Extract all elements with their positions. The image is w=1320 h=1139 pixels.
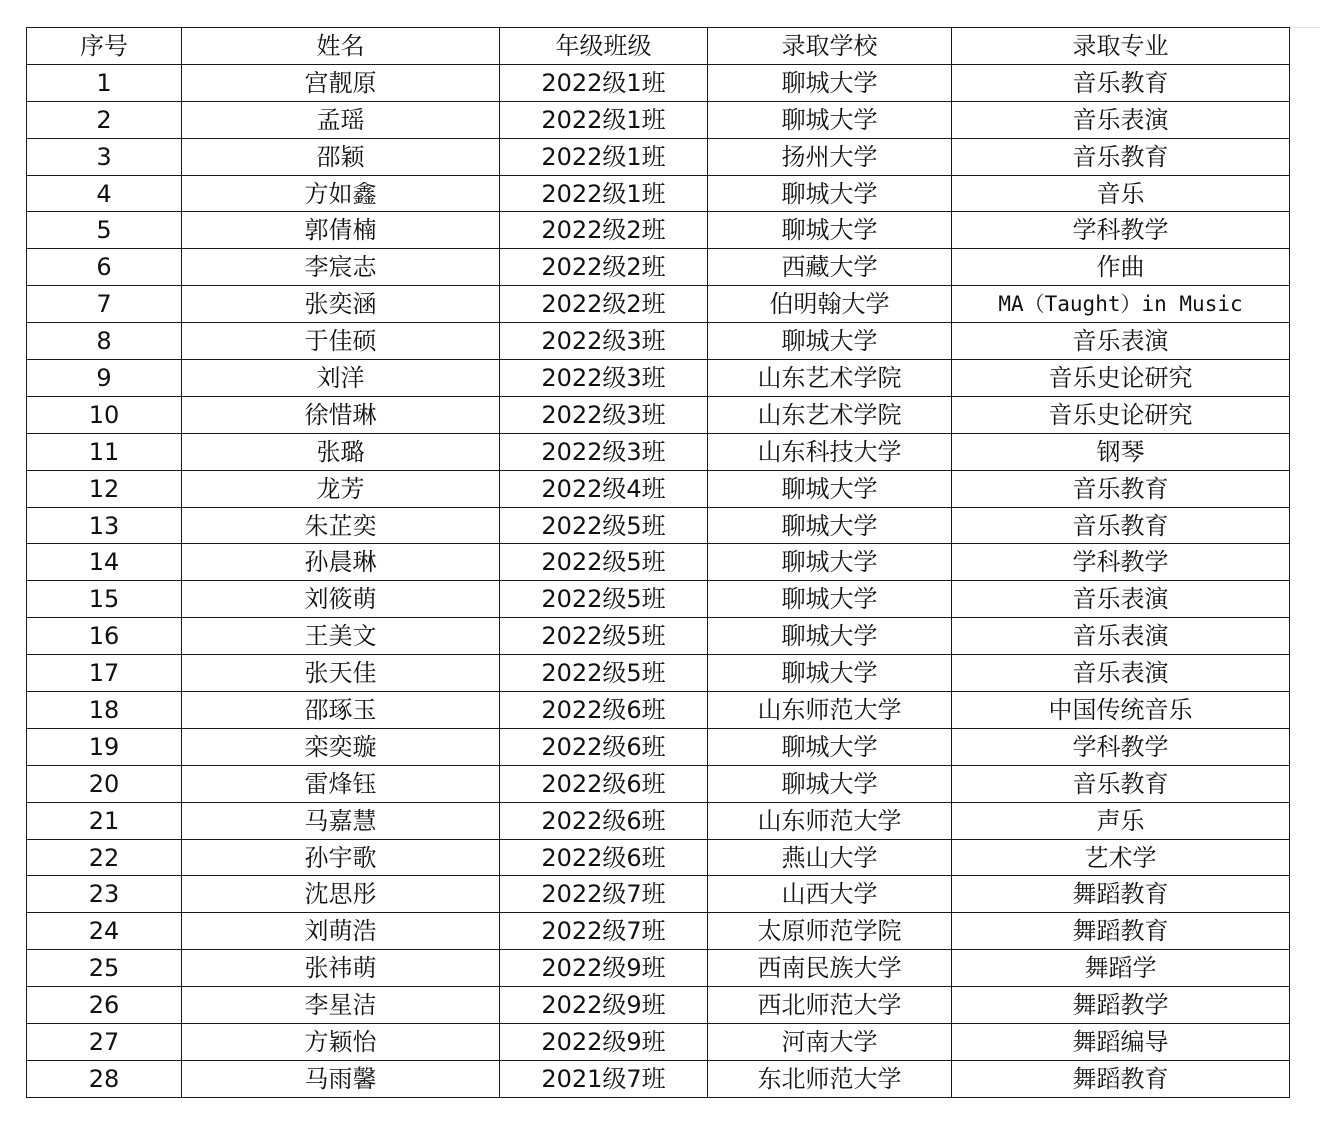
cell-index[interactable]: 20: [27, 765, 182, 802]
cell-index[interactable]: 5: [27, 212, 182, 249]
table-row: [27, 802, 1290, 839]
cell-class[interactable]: 2022级5班: [500, 618, 708, 655]
table-row: [27, 839, 1290, 876]
table-row: [27, 692, 1290, 729]
cell-school[interactable]: 西南民族大学: [708, 950, 952, 987]
table-row: [27, 286, 1290, 323]
cell-class[interactable]: 2022级6班: [500, 765, 708, 802]
cell-index[interactable]: 17: [27, 655, 182, 692]
cell-index[interactable]: 21: [27, 802, 182, 839]
cell-name[interactable]: 刘洋: [182, 360, 500, 397]
cell-class[interactable]: 2022级6班: [500, 728, 708, 765]
cell-index[interactable]: 12: [27, 470, 182, 507]
cell-school[interactable]: 伯明翰大学: [708, 286, 952, 323]
table-body: [27, 64, 1290, 1097]
cell-major[interactable]: 学科教学: [952, 544, 1290, 581]
cell-school[interactable]: 山东科技大学: [708, 433, 952, 470]
table-row: [27, 323, 1290, 360]
cell-name[interactable]: 刘萌浩: [182, 913, 500, 950]
cell-class[interactable]: 2022级7班: [500, 876, 708, 913]
cell-name[interactable]: 张祎萌: [182, 950, 500, 987]
cell-name[interactable]: 宫靓原: [182, 64, 500, 101]
cell-index[interactable]: 28: [27, 1060, 182, 1097]
table-row: [27, 212, 1290, 249]
cell-major[interactable]: 钢琴: [952, 433, 1290, 470]
cell-name[interactable]: 朱芷奕: [182, 507, 500, 544]
cell-major[interactable]: 音乐教育: [952, 64, 1290, 101]
cell-name[interactable]: 方如鑫: [182, 175, 500, 212]
cell-class[interactable]: 2022级6班: [500, 802, 708, 839]
cell-class[interactable]: 2022级3班: [500, 396, 708, 433]
cell-school[interactable]: 山东艺术学院: [708, 396, 952, 433]
cell-name[interactable]: 孙晨琳: [182, 544, 500, 581]
cell-school[interactable]: 聊城大学: [708, 470, 952, 507]
cell-major[interactable]: 作曲: [952, 249, 1290, 286]
cell-index[interactable]: 6: [27, 249, 182, 286]
cell-index[interactable]: 8: [27, 323, 182, 360]
cell-school[interactable]: 聊城大学: [708, 655, 952, 692]
table-row: [27, 396, 1290, 433]
admissions-table: [26, 27, 1290, 1098]
cell-index[interactable]: 11: [27, 433, 182, 470]
cell-name[interactable]: 方颖怡: [182, 1024, 500, 1061]
cell-class[interactable]: 2022级6班: [500, 839, 708, 876]
cell-school[interactable]: 山西大学: [708, 876, 952, 913]
cell-major[interactable]: 音乐表演: [952, 323, 1290, 360]
table-row: [27, 765, 1290, 802]
table-row: [27, 175, 1290, 212]
cell-class[interactable]: 2022级3班: [500, 433, 708, 470]
cell-class[interactable]: 2022级3班: [500, 360, 708, 397]
cell-school[interactable]: 东北师范大学: [708, 1060, 952, 1097]
cell-index[interactable]: 16: [27, 618, 182, 655]
cell-name[interactable]: 于佳硕: [182, 323, 500, 360]
cell-index[interactable]: 25: [27, 950, 182, 987]
cell-school[interactable]: 太原师范学院: [708, 913, 952, 950]
cell-school[interactable]: 河南大学: [708, 1024, 952, 1061]
cell-class[interactable]: 2022级2班: [500, 286, 708, 323]
cell-name[interactable]: 马嘉慧: [182, 802, 500, 839]
cell-name[interactable]: 栾奕璇: [182, 728, 500, 765]
cell-school[interactable]: 聊城大学: [708, 728, 952, 765]
cell-name[interactable]: 李宸志: [182, 249, 500, 286]
cell-major[interactable]: 学科教学: [952, 728, 1290, 765]
cell-school[interactable]: 西北师范大学: [708, 987, 952, 1024]
cell-major[interactable]: 音乐: [952, 175, 1290, 212]
table-row: [27, 618, 1290, 655]
cell-name[interactable]: 孙宇歌: [182, 839, 500, 876]
column-header-index[interactable]: 序号: [27, 28, 182, 65]
cell-school[interactable]: 聊城大学: [708, 212, 952, 249]
cell-major[interactable]: 音乐表演: [952, 581, 1290, 618]
cell-major[interactable]: 音乐教育: [952, 507, 1290, 544]
admissions-sheet: [26, 27, 1290, 1098]
cell-name[interactable]: 刘筱萌: [182, 581, 500, 618]
table-row: [27, 433, 1290, 470]
cell-class[interactable]: 2022级1班: [500, 64, 708, 101]
cell-name[interactable]: 张璐: [182, 433, 500, 470]
cell-major[interactable]: 音乐教育: [952, 138, 1290, 175]
cell-school[interactable]: 聊城大学: [708, 765, 952, 802]
cell-name[interactable]: 马雨馨: [182, 1060, 500, 1097]
cell-class[interactable]: 2022级2班: [500, 249, 708, 286]
cell-class[interactable]: 2022级5班: [500, 655, 708, 692]
cell-name[interactable]: 孟瑶: [182, 101, 500, 138]
table-row: [27, 138, 1290, 175]
table-row: [27, 987, 1290, 1024]
cell-index[interactable]: 27: [27, 1024, 182, 1061]
cell-index[interactable]: 4: [27, 175, 182, 212]
cell-school[interactable]: 聊城大学: [708, 175, 952, 212]
table-row: [27, 470, 1290, 507]
table-row: [27, 544, 1290, 581]
cell-name[interactable]: 邵颖: [182, 138, 500, 175]
cell-major[interactable]: 声乐: [952, 802, 1290, 839]
sheet-gridline-right: [1290, 27, 1320, 28]
cell-major[interactable]: 音乐教育: [952, 470, 1290, 507]
cell-school[interactable]: 聊城大学: [708, 544, 952, 581]
cell-major[interactable]: 音乐表演: [952, 655, 1290, 692]
cell-index[interactable]: 24: [27, 913, 182, 950]
cell-school[interactable]: 燕山大学: [708, 839, 952, 876]
cell-class[interactable]: 2022级5班: [500, 581, 708, 618]
cell-major[interactable]: 中国传统音乐: [952, 692, 1290, 729]
cell-name[interactable]: 邵琢玉: [182, 692, 500, 729]
cell-index[interactable]: 2: [27, 101, 182, 138]
cell-class[interactable]: 2022级9班: [500, 950, 708, 987]
cell-class[interactable]: 2022级9班: [500, 987, 708, 1024]
cell-major[interactable]: 音乐表演: [952, 101, 1290, 138]
table-row: [27, 913, 1290, 950]
cell-major[interactable]: 舞蹈学: [952, 950, 1290, 987]
cell-index[interactable]: 9: [27, 360, 182, 397]
table-row: [27, 581, 1290, 618]
cell-class[interactable]: 2022级1班: [500, 138, 708, 175]
column-header-class[interactable]: 年级班级: [500, 28, 708, 65]
cell-class[interactable]: 2022级4班: [500, 470, 708, 507]
cell-major[interactable]: 舞蹈编导: [952, 1024, 1290, 1061]
table-row: [27, 728, 1290, 765]
table-header: [27, 28, 1290, 65]
cell-name[interactable]: 郭倩楠: [182, 212, 500, 249]
cell-class[interactable]: 2022级9班: [500, 1024, 708, 1061]
cell-major[interactable]: 舞蹈教育: [952, 876, 1290, 913]
cell-name[interactable]: 沈思彤: [182, 876, 500, 913]
cell-index[interactable]: 14: [27, 544, 182, 581]
table-row: [27, 655, 1290, 692]
cell-school[interactable]: 聊城大学: [708, 64, 952, 101]
table-row: [27, 950, 1290, 987]
cell-name[interactable]: 李星洁: [182, 987, 500, 1024]
cell-major[interactable]: MA（Taught）in Music: [952, 286, 1290, 323]
cell-name[interactable]: 徐惜琳: [182, 396, 500, 433]
cell-index[interactable]: 23: [27, 876, 182, 913]
table-row: [27, 101, 1290, 138]
cell-name[interactable]: 龙芳: [182, 470, 500, 507]
cell-class[interactable]: 2022级3班: [500, 323, 708, 360]
cell-name[interactable]: 雷烽钰: [182, 765, 500, 802]
cell-school[interactable]: 扬州大学: [708, 138, 952, 175]
cell-index[interactable]: 22: [27, 839, 182, 876]
cell-major[interactable]: 音乐史论研究: [952, 360, 1290, 397]
cell-index[interactable]: 15: [27, 581, 182, 618]
cell-index[interactable]: 1: [27, 64, 182, 101]
cell-index[interactable]: 3: [27, 138, 182, 175]
cell-major[interactable]: 舞蹈教育: [952, 913, 1290, 950]
table-row: [27, 876, 1290, 913]
cell-school[interactable]: 山东师范大学: [708, 802, 952, 839]
header-row: [27, 28, 1290, 65]
cell-school[interactable]: 山东师范大学: [708, 692, 952, 729]
cell-school[interactable]: 聊城大学: [708, 323, 952, 360]
cell-name[interactable]: 张奕涵: [182, 286, 500, 323]
column-header-school[interactable]: 录取学校: [708, 28, 952, 65]
cell-index[interactable]: 18: [27, 692, 182, 729]
cell-class[interactable]: 2022级7班: [500, 913, 708, 950]
cell-school[interactable]: 西藏大学: [708, 249, 952, 286]
cell-major[interactable]: 学科教学: [952, 212, 1290, 249]
cell-major[interactable]: 舞蹈教学: [952, 987, 1290, 1024]
table-row: [27, 360, 1290, 397]
cell-class[interactable]: 2022级5班: [500, 544, 708, 581]
cell-class[interactable]: 2022级2班: [500, 212, 708, 249]
cell-school[interactable]: 聊城大学: [708, 101, 952, 138]
cell-class[interactable]: 2022级5班: [500, 507, 708, 544]
table-row: [27, 1024, 1290, 1061]
cell-class[interactable]: 2022级1班: [500, 101, 708, 138]
table-row: [27, 249, 1290, 286]
cell-major[interactable]: 艺术学: [952, 839, 1290, 876]
cell-index[interactable]: 7: [27, 286, 182, 323]
cell-name[interactable]: 王美文: [182, 618, 500, 655]
column-header-name[interactable]: 姓名: [182, 28, 500, 65]
table-row: [27, 64, 1290, 101]
cell-index[interactable]: 10: [27, 396, 182, 433]
cell-school[interactable]: 聊城大学: [708, 507, 952, 544]
cell-major[interactable]: 音乐教育: [952, 765, 1290, 802]
cell-major[interactable]: 音乐表演: [952, 618, 1290, 655]
table-row: [27, 1060, 1290, 1097]
cell-school[interactable]: 山东艺术学院: [708, 360, 952, 397]
cell-index[interactable]: 26: [27, 987, 182, 1024]
cell-index[interactable]: 13: [27, 507, 182, 544]
cell-class[interactable]: 2022级6班: [500, 692, 708, 729]
cell-index[interactable]: 19: [27, 728, 182, 765]
cell-school[interactable]: 聊城大学: [708, 581, 952, 618]
cell-name[interactable]: 张天佳: [182, 655, 500, 692]
cell-class[interactable]: 2021级7班: [500, 1060, 708, 1097]
table-row: [27, 507, 1290, 544]
column-header-major[interactable]: 录取专业: [952, 28, 1290, 65]
cell-school[interactable]: 聊城大学: [708, 618, 952, 655]
cell-major[interactable]: 舞蹈教育: [952, 1060, 1290, 1097]
cell-major[interactable]: 音乐史论研究: [952, 396, 1290, 433]
cell-class[interactable]: 2022级1班: [500, 175, 708, 212]
